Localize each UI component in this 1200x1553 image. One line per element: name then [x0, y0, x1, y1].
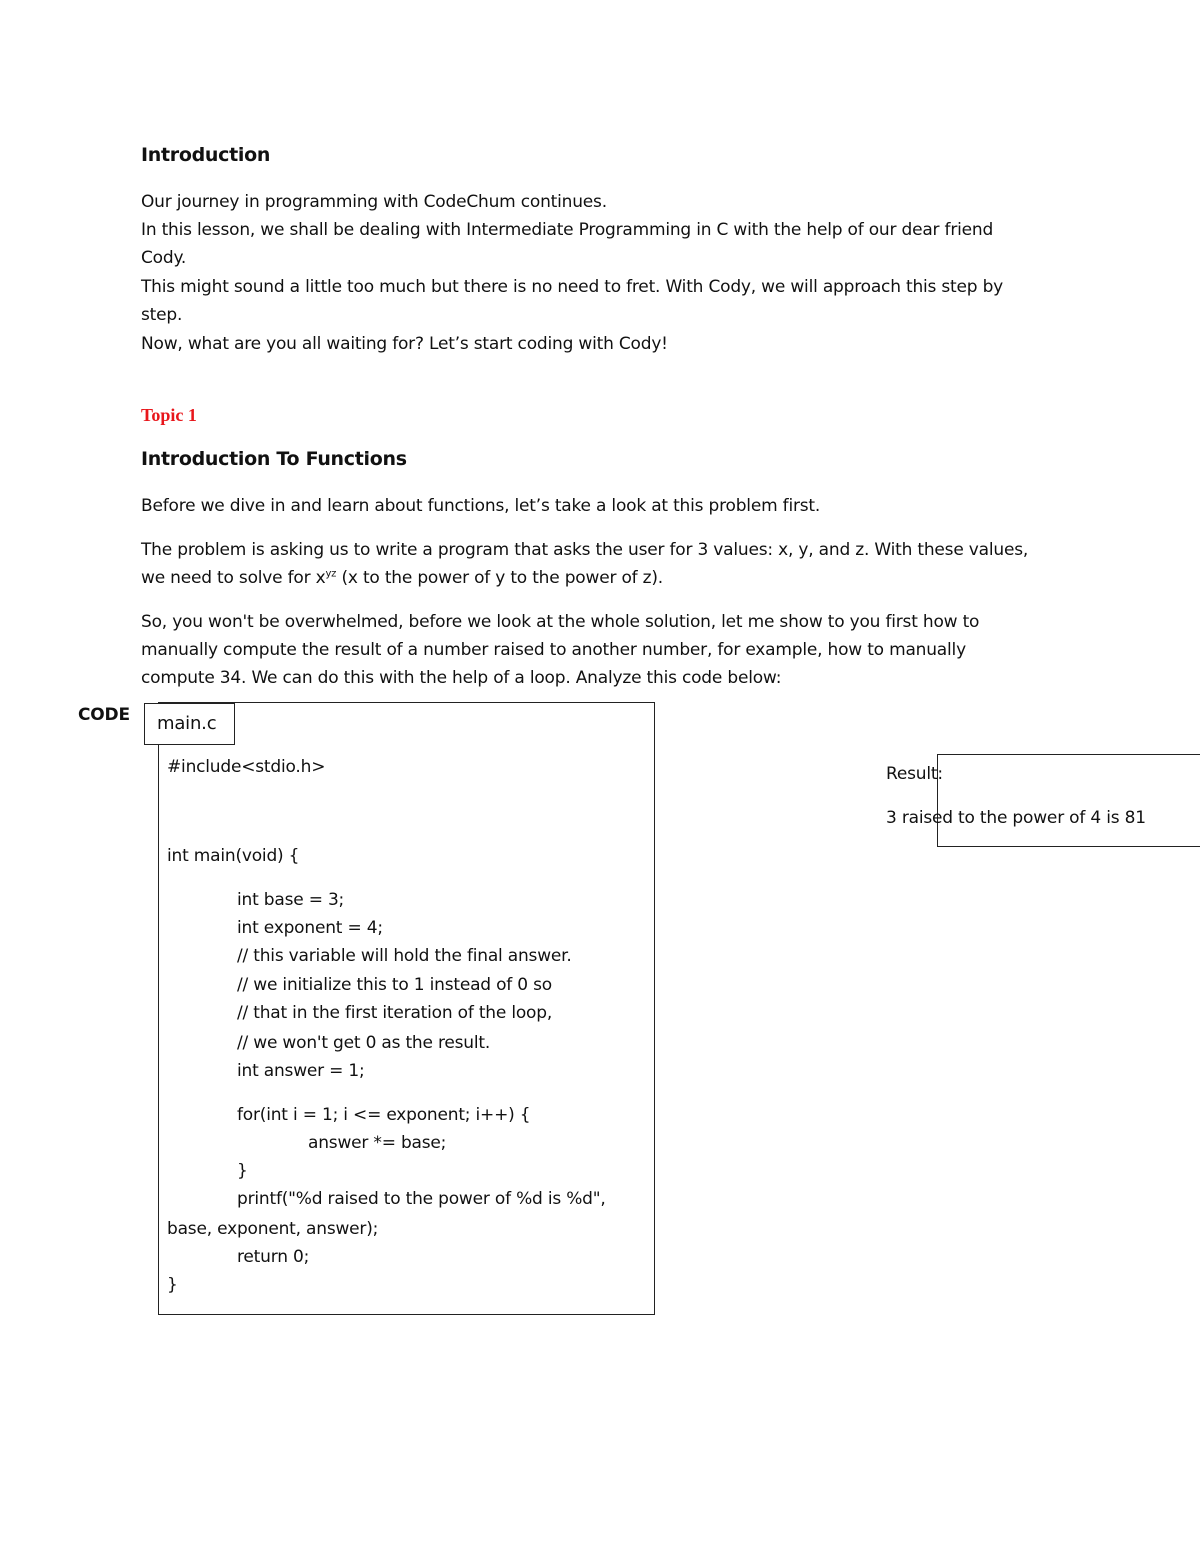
p2-text: (x to the power of y to the power of z).	[336, 568, 663, 588]
code-label: CODE	[78, 705, 130, 725]
code-line: int main(void) {	[167, 846, 300, 866]
code-line: answer *= base;	[308, 1133, 447, 1153]
topic-paragraph-2-line	[141, 564, 663, 593]
code-line: base, exponent, answer);	[167, 1219, 379, 1239]
code-line: // we initialize this to 1 instead of 0 so	[237, 975, 552, 995]
p2-text: we need to solve for x	[141, 568, 326, 588]
exponent-superscript: yz	[325, 568, 337, 580]
intro-line: Now, what are you all waiting for? Let’s start coding with Cody!	[141, 334, 668, 354]
code-line: int base = 3;	[237, 890, 345, 910]
code-line: for(int i = 1; i <= exponent; i++) {	[237, 1105, 531, 1125]
topic-paragraph-1: Before we dive in and learn about functions, let’s take a look at this problem first.	[141, 496, 821, 516]
topic-heading: Introduction To Functions	[141, 448, 407, 470]
topic-paragraph-3-line: So, you won't be overwhelmed, before we look at the whole solution, let me show to you first how to	[141, 612, 980, 632]
code-line: #include<stdio.h>	[167, 757, 326, 777]
filename-tab: main.c	[144, 703, 235, 745]
topic-paragraph-3-line: compute 34. We can do this with the help of a loop. Analyze this code below:	[141, 668, 782, 688]
intro-heading: Introduction	[141, 144, 271, 166]
code-line: }	[167, 1275, 178, 1295]
intro-line: In this lesson, we shall be dealing with Intermediate Programming in C with the help of our dear friend	[141, 220, 994, 240]
intro-line: This might sound a little too much but there is no need to fret. With Cody, we will approach this step by	[141, 277, 1004, 297]
result-output: 3 raised to the power of 4 is 81	[886, 808, 1146, 828]
code-line: // that in the first iteration of the loop,	[237, 1003, 553, 1023]
code-line: // we won't get 0 as the result.	[237, 1033, 491, 1053]
code-line: }	[237, 1161, 248, 1181]
intro-line: step.	[141, 305, 183, 325]
code-line: // this variable will hold the final answer.	[237, 946, 572, 966]
code-line: int exponent = 4;	[237, 918, 383, 938]
result-box	[937, 754, 1200, 847]
intro-line: Cody.	[141, 248, 187, 268]
topic-paragraph-2-line: The problem is asking us to write a program that asks the user for 3 values: x, y, and z. With these values,	[141, 540, 1029, 560]
intro-line: Our journey in programming with CodeChum continues.	[141, 192, 607, 212]
topic-paragraph-3-line: manually compute the result of a number raised to another number, for example, how to manually	[141, 640, 966, 660]
topic-label: Topic 1	[141, 405, 197, 425]
code-line: int answer = 1;	[237, 1061, 365, 1081]
code-line: printf("%d raised to the power of %d is %d",	[237, 1189, 606, 1209]
code-line: return 0;	[237, 1247, 310, 1267]
result-label: Result:	[886, 764, 943, 784]
